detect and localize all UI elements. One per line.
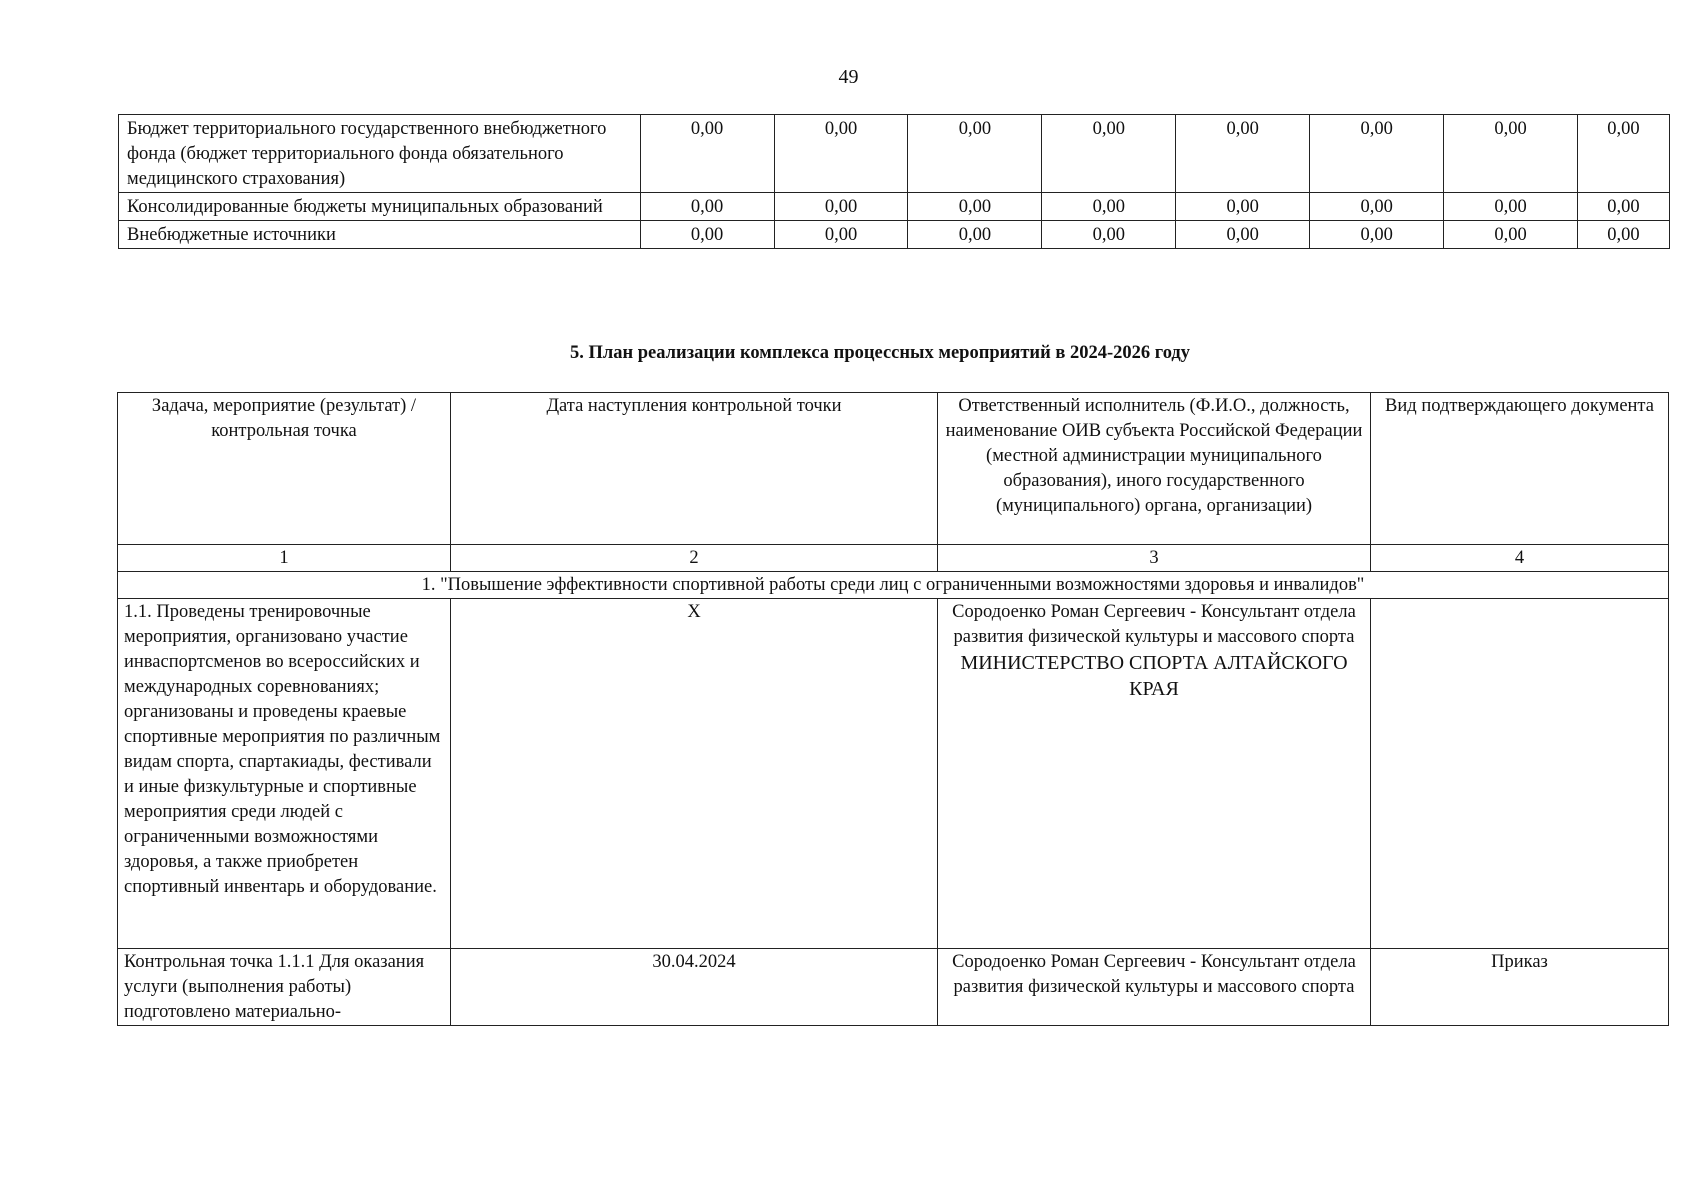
budget-value: 0,00 [640, 193, 774, 221]
budget-value: 0,00 [640, 221, 774, 249]
budget-value: 0,00 [1444, 115, 1578, 193]
responsible-cell [938, 599, 1371, 949]
budget-value: 0,00 [908, 115, 1042, 193]
budget-value: 0,00 [1176, 221, 1310, 249]
budget-row [119, 115, 1670, 193]
budget-row [119, 193, 1670, 221]
column-number: 3 [938, 545, 1371, 572]
header-responsible: Ответственный исполнитель (Ф.И.О., должность, наименование ОИВ субъекта Российской Федерации (местной администрации муниципального образования), иного государственного (муниципального) органа, организации) [938, 393, 1371, 545]
task-cell: 1.1. Проведены тренировочные мероприятия, организовано участие инваспортсменов во всероссийских и международных соревнованиях; организованы и проведены краевые спортивные мероприятия по различным видам спорта, спартакиады, фестивали и иные физкультурные и спортивные мероприятия среди людей с ограниченными возможностями здоровья, а также приобретен спортивный инвентарь и оборудование. [118, 599, 451, 949]
budget-value: 0,00 [1444, 221, 1578, 249]
budget-value: 0,00 [1310, 221, 1444, 249]
document-cell: Приказ [1371, 949, 1669, 1026]
budget-value: 0,00 [908, 221, 1042, 249]
budget-value: 0,00 [1042, 193, 1176, 221]
budget-source-label: Бюджет территориального государственного внебюджетного фонда (бюджет территориального фонда обязательного медицинского страхования) [119, 115, 641, 193]
budget-value: 0,00 [1042, 115, 1176, 193]
column-number: 4 [1371, 545, 1669, 572]
header-task: Задача, мероприятие (результат) / контрольная точка [118, 393, 451, 545]
responsible-cell: Сородоенко Роман Сергеевич - Консультант отдела развития физической культуры и массового спорта [938, 949, 1371, 1026]
budget-value: 0,00 [774, 193, 908, 221]
column-number: 2 [451, 545, 938, 572]
header-row [118, 393, 1669, 545]
budget-source-label: Внебюджетные источники [119, 221, 641, 249]
budget-source-label: Консолидированные бюджеты муниципальных образований [119, 193, 641, 221]
plan-table [117, 392, 1669, 1026]
budget-value: 0,00 [1310, 115, 1444, 193]
budget-value: 0,00 [1176, 193, 1310, 221]
budget-value: 0,00 [908, 193, 1042, 221]
header-document: Вид подтверждающего документа [1371, 393, 1669, 545]
budget-value: 0,00 [774, 115, 908, 193]
task-title-row [118, 572, 1669, 599]
budget-value: 0,00 [774, 221, 908, 249]
budget-value: 0,00 [640, 115, 774, 193]
budget-value: 0,00 [1444, 193, 1578, 221]
header-date: Дата наступления контрольной точки [451, 393, 938, 545]
section-title: 5. План реализации комплекса процессных мероприятий в 2024-2026 году [569, 343, 1191, 363]
budget-value: 0,00 [1577, 115, 1669, 193]
budget-sources-table [118, 114, 1670, 249]
table-row [118, 949, 1669, 1026]
responsible-person: Сородоенко Роман Сергеевич - Консультант отдела развития физической культуры и массового спорта [952, 602, 1356, 647]
date-cell: Х [451, 599, 938, 949]
budget-row [119, 221, 1670, 249]
page-number: 49 [838, 66, 859, 88]
task-title: 1. "Повышение эффективности спортивной работы среди лиц с ограниченными возможностями здоровья и инвалидов" [118, 572, 1669, 599]
column-number-row [118, 545, 1669, 572]
organization-name: МИНИСТЕРСТВО СПОРТА АЛТАЙСКОГО КРАЯ [960, 652, 1348, 700]
task-cell: Контрольная точка 1.1.1 Для оказания услуги (выполнения работы) подготовлено материально- [118, 949, 451, 1026]
budget-value: 0,00 [1577, 193, 1669, 221]
column-number: 1 [118, 545, 451, 572]
table-row [118, 599, 1669, 949]
budget-value: 0,00 [1176, 115, 1310, 193]
document-cell [1371, 599, 1669, 949]
budget-value: 0,00 [1310, 193, 1444, 221]
date-cell: 30.04.2024 [451, 949, 938, 1026]
budget-value: 0,00 [1042, 221, 1176, 249]
budget-value: 0,00 [1577, 221, 1669, 249]
